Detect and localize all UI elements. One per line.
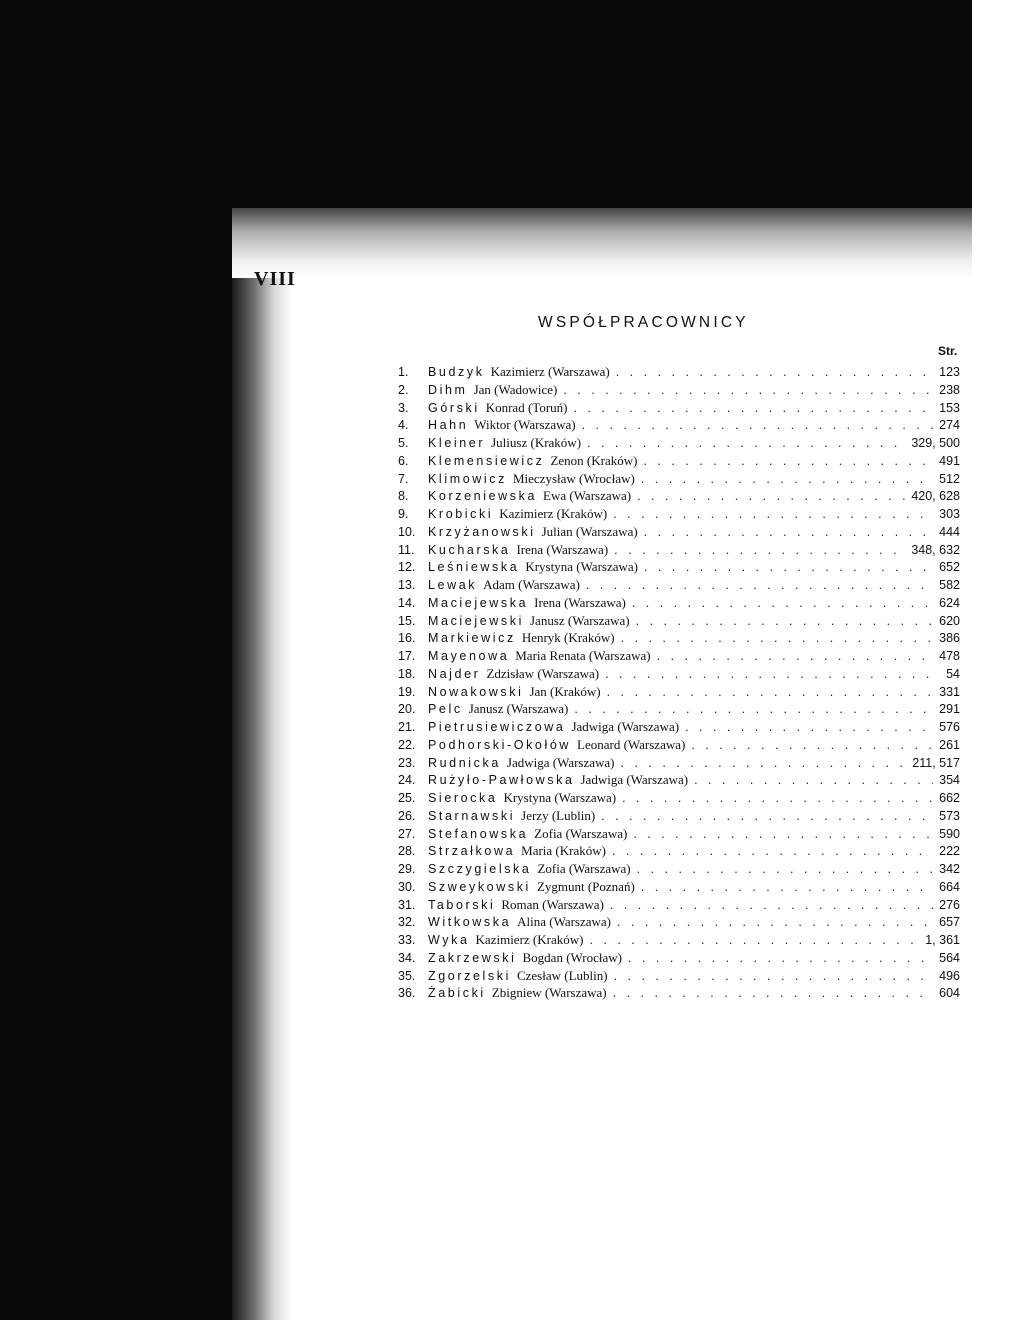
entry-given-name-city: Zbigniew (Warszawa) xyxy=(491,985,607,1001)
entry-given-name-city: Czesław (Lublin) xyxy=(516,967,608,983)
dot-leader xyxy=(614,968,934,986)
entry-surname: Lewak xyxy=(428,578,478,592)
entry-given-name-city: Juliusz (Kraków) xyxy=(491,435,582,450)
entry-pages: 261 xyxy=(939,737,960,752)
entry-pages: 303 xyxy=(939,507,960,521)
list-item xyxy=(398,612,960,630)
scan-shadow-left-edge xyxy=(232,208,292,1320)
entry-pages: 238 xyxy=(939,382,960,397)
entry-given-name-city: Janusz (Warszawa) xyxy=(529,612,630,628)
list-item xyxy=(398,523,960,541)
entry-given-name-city: Irena (Warszawa) xyxy=(516,541,609,557)
entry-surname: Starnawski xyxy=(428,808,516,823)
entry-pages: 329, 500 xyxy=(911,436,960,450)
entry-surname: Klemensiewicz xyxy=(428,453,545,468)
entry-number: 5. xyxy=(398,436,409,450)
entry-pages: 590 xyxy=(939,826,960,841)
dot-leader xyxy=(563,382,933,400)
entry-pages: 444 xyxy=(939,524,960,539)
list-item xyxy=(398,576,960,594)
entry-pages: 564 xyxy=(939,950,960,965)
list-item xyxy=(398,878,960,896)
page-number: VIII xyxy=(254,268,296,290)
entry-given-name-city: Jadwiga (Warszawa) xyxy=(506,754,615,770)
entry-surname: Markiewicz xyxy=(428,631,516,646)
entry-surname: Krobicki xyxy=(428,507,494,521)
entry-surname: Maciejewska xyxy=(428,595,529,610)
dot-leader xyxy=(607,684,934,702)
entry-given-name-city: Jan (Kraków) xyxy=(529,683,601,699)
dot-leader xyxy=(633,826,933,844)
entry-given-name-city: Konrad (Toruń) xyxy=(485,399,568,415)
entry-surname: Taborski xyxy=(428,897,496,912)
entry-surname: Żabicki xyxy=(428,986,486,1001)
list-item xyxy=(398,789,960,807)
entry-given-name-city: Zygmunt (Poznań) xyxy=(536,878,635,894)
list-item xyxy=(398,434,960,452)
entry-number: 33. xyxy=(398,933,416,947)
entry-number: 12. xyxy=(398,560,416,575)
entry-pages: 342 xyxy=(939,862,960,876)
entry-number: 23. xyxy=(398,755,416,770)
entry-given-name-city: Wiktor (Warszawa) xyxy=(474,417,576,433)
dot-leader xyxy=(637,861,934,879)
entry-surname: Dihm xyxy=(428,382,468,397)
dot-leader xyxy=(632,595,933,613)
entry-number: 28. xyxy=(398,844,416,859)
list-item xyxy=(398,452,960,470)
entry-number: 1. xyxy=(398,365,409,379)
entry-given-name-city: Irena (Warszawa) xyxy=(534,594,626,610)
entry-number: 25. xyxy=(398,791,416,805)
list-item xyxy=(398,718,960,736)
entry-number: 34. xyxy=(398,950,416,965)
entry-surname: Maciejewski xyxy=(428,613,524,628)
entry-surname: Górski xyxy=(428,400,480,415)
dot-leader xyxy=(657,648,934,666)
page-column-header: Str. xyxy=(938,344,958,358)
entry-pages: 211, 517 xyxy=(912,755,960,770)
entry-surname: Pelc xyxy=(428,702,463,717)
entry-surname: Klimowicz xyxy=(428,471,507,486)
entry-surname: Kucharska xyxy=(428,542,511,557)
list-item xyxy=(398,363,960,381)
entry-pages: 1, 361 xyxy=(925,933,960,947)
entry-given-name-city: Maria (Kraków) xyxy=(521,843,606,859)
entry-surname: Witkowska xyxy=(428,915,512,930)
entry-number: 18. xyxy=(398,666,416,681)
list-item xyxy=(398,860,960,878)
list-item xyxy=(398,683,960,701)
dot-leader xyxy=(616,364,933,382)
entry-given-name-city: Adam (Warszawa) xyxy=(483,577,580,592)
entry-given-name-city: Zofia (Warszawa) xyxy=(537,861,631,876)
entry-surname: Szweykowski xyxy=(428,879,531,894)
dot-leader xyxy=(610,897,933,915)
entry-pages: 123 xyxy=(939,365,960,379)
dot-leader xyxy=(613,985,934,1003)
entry-given-name-city: Roman (Warszawa) xyxy=(501,896,604,912)
entry-given-name-city: Kazimierz (Warszawa) xyxy=(490,364,610,379)
list-item xyxy=(398,647,960,665)
list-item xyxy=(398,487,960,505)
list-item xyxy=(398,381,960,399)
list-item xyxy=(398,949,960,967)
entry-surname: Podhorski-Okołów xyxy=(428,737,572,752)
entry-number: 21. xyxy=(398,720,416,734)
entry-surname: Korzeniewska xyxy=(428,489,538,504)
entry-number: 15. xyxy=(398,613,416,628)
list-item xyxy=(398,470,960,488)
entry-number: 22. xyxy=(398,737,416,752)
dot-leader xyxy=(628,950,933,968)
entry-pages: 222 xyxy=(939,844,960,859)
entry-surname: Kleiner xyxy=(428,436,486,450)
entry-number: 8. xyxy=(398,489,409,504)
dot-leader xyxy=(612,843,933,861)
entry-number: 17. xyxy=(398,649,416,663)
entry-number: 30. xyxy=(398,879,416,894)
entry-given-name-city: Krystyna (Warszawa) xyxy=(525,559,638,575)
list-item xyxy=(398,807,960,825)
entry-number: 2. xyxy=(398,382,409,397)
entry-number: 26. xyxy=(398,808,416,823)
entry-number: 20. xyxy=(398,702,416,717)
entry-pages: 478 xyxy=(939,649,960,663)
entry-pages: 573 xyxy=(939,808,960,823)
entry-number: 29. xyxy=(398,862,416,876)
entry-surname: Krzyżanowski xyxy=(428,524,536,539)
dot-leader xyxy=(644,559,933,577)
dot-leader xyxy=(643,453,933,471)
dot-leader xyxy=(621,755,907,773)
entry-surname: Rużyło-Pawłowska xyxy=(428,773,575,788)
entry-given-name-city: Zofia (Warszawa) xyxy=(534,825,628,841)
entry-number: 11. xyxy=(398,542,415,557)
scan-shadow-left xyxy=(0,0,232,1320)
contributor-list xyxy=(398,363,960,1002)
entry-number: 7. xyxy=(398,471,409,486)
entry-pages: 652 xyxy=(939,560,960,575)
entry-pages: 491 xyxy=(939,453,960,468)
entry-surname: Hahn xyxy=(428,418,469,433)
list-item xyxy=(398,984,960,1002)
dot-leader xyxy=(621,630,934,648)
dot-leader xyxy=(601,808,933,826)
dot-leader xyxy=(614,542,905,560)
entry-given-name-city: Zdzisław (Warszawa) xyxy=(486,665,600,681)
entry-given-name-city: Bogdan (Wrocław) xyxy=(522,949,622,965)
entry-surname: Zgorzelski xyxy=(428,968,511,983)
list-item xyxy=(398,771,960,789)
entry-given-name-city: Krystyna (Warszawa) xyxy=(503,790,617,805)
entry-surname: Leśniewska xyxy=(428,560,520,575)
dot-leader xyxy=(617,914,933,932)
dot-leader xyxy=(636,613,934,631)
entry-surname: Strzałkowa xyxy=(428,844,516,859)
dot-leader xyxy=(605,666,940,684)
list-item xyxy=(398,931,960,949)
entry-given-name-city: Alina (Warszawa) xyxy=(517,914,612,930)
list-item xyxy=(398,505,960,523)
dot-leader xyxy=(637,488,905,506)
entry-number: 19. xyxy=(398,684,416,699)
entry-pages: 354 xyxy=(939,773,960,788)
entry-pages: 582 xyxy=(939,578,960,592)
entry-given-name-city: Zenon (Kraków) xyxy=(550,452,638,468)
entry-given-name-city: Kazimierz (Kraków) xyxy=(475,932,584,947)
list-item xyxy=(398,967,960,985)
entry-given-name-city: Henryk (Kraków) xyxy=(521,630,615,646)
list-item xyxy=(398,842,960,860)
entry-pages: 512 xyxy=(939,471,960,486)
dot-leader xyxy=(641,879,933,897)
entry-number: 9. xyxy=(398,507,409,521)
entry-pages: 386 xyxy=(939,631,960,646)
entry-surname: Najder xyxy=(428,666,481,681)
entry-surname: Szczygielska xyxy=(428,862,532,876)
dot-leader xyxy=(574,701,933,719)
entry-surname: Mayenowa xyxy=(428,649,510,663)
dot-leader xyxy=(685,719,933,737)
scan-shadow-top-edge xyxy=(232,208,972,278)
entry-given-name-city: Jan (Wadowice) xyxy=(473,381,558,397)
dot-leader xyxy=(644,524,933,542)
dot-leader xyxy=(622,790,933,808)
entry-pages: 348, 632 xyxy=(911,542,960,557)
entry-given-name-city: Jadwiga (Warszawa) xyxy=(571,719,680,734)
dot-leader xyxy=(589,932,919,950)
entry-pages: 624 xyxy=(939,595,960,610)
entry-pages: 620 xyxy=(939,613,960,628)
entry-number: 27. xyxy=(398,826,416,841)
entry-given-name-city: Mieczysław (Wrocław) xyxy=(512,470,635,486)
entry-number: 35. xyxy=(398,968,416,983)
entry-surname: Stefanowska xyxy=(428,826,529,841)
entry-pages: 657 xyxy=(939,915,960,930)
dot-leader xyxy=(582,417,934,435)
entry-given-name-city: Maria Renata (Warszawa) xyxy=(515,648,651,663)
entry-number: 32. xyxy=(398,915,416,930)
entry-pages: 153 xyxy=(939,400,960,415)
entry-surname: Budzyk xyxy=(428,365,485,379)
list-item xyxy=(398,736,960,754)
entry-number: 3. xyxy=(398,400,409,415)
list-item xyxy=(398,913,960,931)
list-item xyxy=(398,629,960,647)
entry-given-name-city: Leonard (Warszawa) xyxy=(577,736,686,752)
dot-leader xyxy=(641,471,933,489)
entry-given-name-city: Julian (Warszawa) xyxy=(541,523,638,539)
list-item xyxy=(398,665,960,683)
dot-leader xyxy=(694,772,933,790)
list-item xyxy=(398,541,960,559)
list-item xyxy=(398,825,960,843)
entry-number: 24. xyxy=(398,773,416,788)
entry-number: 10. xyxy=(398,524,416,539)
entry-surname: Pietrusiewiczowa xyxy=(428,720,566,734)
list-item xyxy=(398,399,960,417)
entry-given-name-city: Jerzy (Lublin) xyxy=(521,807,596,823)
entry-surname: Sierocka xyxy=(428,791,498,805)
entry-number: 13. xyxy=(398,578,416,592)
entry-surname: Wyka xyxy=(428,933,470,947)
list-item xyxy=(398,558,960,576)
entry-number: 36. xyxy=(398,986,416,1001)
dot-leader xyxy=(573,400,933,418)
page-title: WSPÓŁPRACOWNICY xyxy=(538,314,749,331)
list-item xyxy=(398,700,960,718)
entry-given-name-city: Jadwiga (Warszawa) xyxy=(580,772,689,788)
dot-leader xyxy=(691,737,933,755)
entry-surname: Rudnicka xyxy=(428,755,501,770)
dot-leader xyxy=(587,435,905,453)
entry-pages: 604 xyxy=(939,986,960,1001)
entry-given-name-city: Janusz (Warszawa) xyxy=(468,701,569,717)
list-item xyxy=(398,896,960,914)
dot-leader xyxy=(586,577,933,595)
entry-pages: 420, 628 xyxy=(911,489,960,504)
entry-number: 16. xyxy=(398,631,416,646)
list-item xyxy=(398,594,960,612)
entry-given-name-city: Kazimierz (Kraków) xyxy=(499,506,608,521)
entry-pages: 291 xyxy=(939,702,960,717)
entry-pages: 662 xyxy=(939,791,960,805)
list-item xyxy=(398,416,960,434)
list-item xyxy=(398,754,960,772)
entry-pages: 664 xyxy=(939,879,960,894)
entry-surname: Zakrzewski xyxy=(428,950,517,965)
entry-pages: 576 xyxy=(939,720,960,734)
entry-pages: 54 xyxy=(946,666,960,681)
entry-pages: 276 xyxy=(939,897,960,912)
entry-number: 6. xyxy=(398,453,409,468)
entry-number: 4. xyxy=(398,418,409,433)
entry-pages: 331 xyxy=(939,684,960,699)
dot-leader xyxy=(613,506,933,524)
entry-number: 14. xyxy=(398,595,416,610)
entry-surname: Nowakowski xyxy=(428,684,524,699)
entry-pages: 496 xyxy=(939,968,960,983)
entry-number: 31. xyxy=(398,897,416,912)
entry-pages: 274 xyxy=(939,418,960,433)
entry-given-name-city: Ewa (Warszawa) xyxy=(543,488,632,504)
